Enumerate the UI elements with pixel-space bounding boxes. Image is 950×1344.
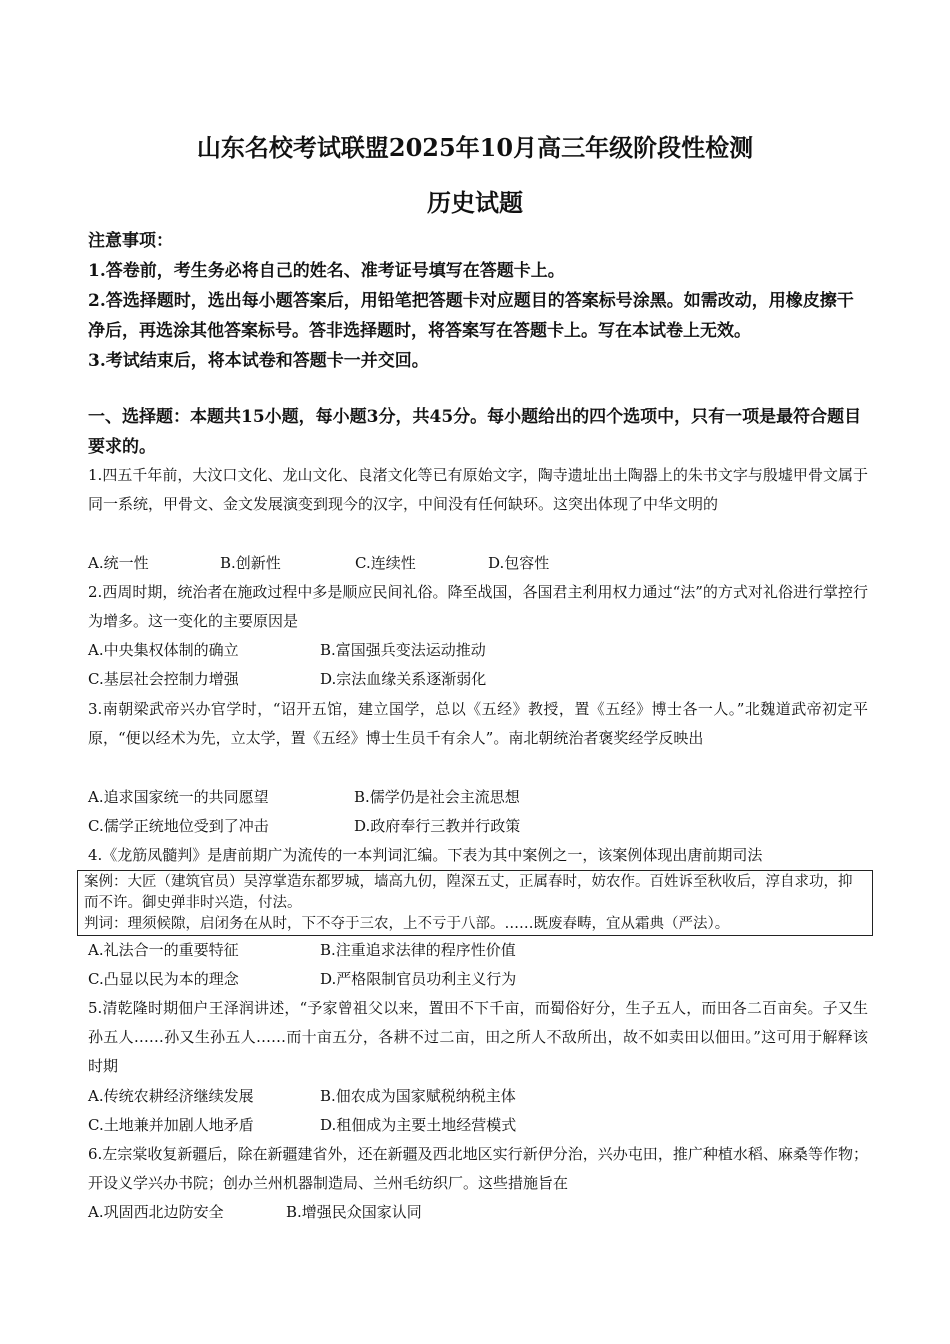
options-row xyxy=(88,812,868,841)
options-row xyxy=(88,1198,868,1227)
option: D.租佃成为主要土地经营模式 xyxy=(320,1116,517,1134)
case-text: 案例：大匠（建筑官员）吴淳掌造东都罗城，墙高九仞，隍深五丈，正属春时，妨农作。百姓诉至秋收后，淳自求功，抑而不许。御史弹非时兴造，付法。 xyxy=(84,874,853,911)
option: A.传统农耕经济继续发展 xyxy=(88,1087,254,1105)
option: B.增强民众国家认同 xyxy=(286,1203,422,1221)
options-row xyxy=(88,1082,868,1111)
question-stem: 6.左宗棠收复新疆后，除在新疆建省外，还在新疆及西北地区实行新伊分治，兴办屯田，推广种植水稻、麻桑等作物；开设义学兴办书院；创办兰州机器制造局、兰州毛纺织厂。这些措施旨在 xyxy=(88,1145,868,1192)
option: D.宗法血缘关系逐渐弱化 xyxy=(320,670,487,688)
section-heading: 一、选择题：本题共15小题，每小题3分，共45分。每小题给出的四个选项中，只有一项是最符合题目要求的。 xyxy=(88,407,862,457)
question-6 xyxy=(88,1140,868,1198)
question-2 xyxy=(88,578,868,636)
option: A.追求国家统一的共同愿望 xyxy=(88,788,269,806)
question-stem: 4.《龙筋凤髓判》是唐前期广为流传的一本判词汇编。下表为其中案例之一，该案例体现出唐前期司法 xyxy=(88,846,763,864)
verdict-text: 判词：理须候隙，启闭务在从时，下不夺于三农，上不亏于八部。……既废春畴，宜从霜典（严法）。 xyxy=(84,916,730,932)
option: D.政府奉行三教并行政策 xyxy=(354,817,521,835)
option: B.注重追求法律的程序性价值 xyxy=(320,941,516,959)
option: D.严格限制官员功利主义行为 xyxy=(320,970,517,988)
option: B.富国强兵变法运动推动 xyxy=(320,641,486,659)
question-stem: 3.南朝梁武帝兴办官学时，“诏开五馆，建立国学，总以《五经》教授，置《五经》博士各一人。”北魏道武帝初定平原，“便以经术为先，立太学，置《五经》博士生员千有余人”。南北朝统治者褒奖经学反映出 xyxy=(88,700,868,747)
option: B.创新性 xyxy=(220,554,281,572)
option: C.儒学正统地位受到了冲击 xyxy=(88,817,269,835)
option: A.统一性 xyxy=(88,554,149,572)
option: B.佃农成为国家赋税纳税主体 xyxy=(320,1087,516,1105)
option: C.凸显以民为本的理念 xyxy=(88,970,239,988)
question-stem: 1.四五千年前，大汶口文化、龙山文化、良渚文化等已有原始文字，陶寺遗址出土陶器上的朱书文字与殷墟甲骨文属于同一系统，甲骨文、金文发展演变到现今的汉字，中间没有任何缺环。这突出体现了中华文明的 xyxy=(88,466,868,513)
options-row xyxy=(88,665,868,694)
option: A.礼法合一的重要特征 xyxy=(88,941,239,959)
option: D.包容性 xyxy=(488,554,550,572)
question-5 xyxy=(88,994,868,1081)
option: B.儒学仍是社会主流思想 xyxy=(354,788,520,806)
notes-item: 3.考试结束后，将本试卷和答题卡一并交回。 xyxy=(88,351,429,371)
exam-title: 山东名校考试联盟2025年10月高三年级阶段性检测 xyxy=(196,133,754,162)
option: C.土地兼并加剧人地矛盾 xyxy=(88,1116,254,1134)
option: A.中央集权体制的确立 xyxy=(88,641,239,659)
options-row xyxy=(88,783,868,812)
option: A.巩固西北边防安全 xyxy=(88,1203,224,1221)
options-row xyxy=(88,549,868,578)
notes-heading: 注意事项： xyxy=(88,231,173,251)
options-row xyxy=(88,965,868,994)
case-table xyxy=(77,870,873,936)
options-row xyxy=(88,636,868,665)
exam-subject: 历史试题 xyxy=(427,188,523,217)
question-stem: 2.西周时期，统治者在施政过程中多是顺应民间礼俗。降至战国，各国君主利用权力通过“法”的方式对礼俗进行掌控行为增多。这一变化的主要原因是 xyxy=(88,583,868,630)
question-4 xyxy=(88,841,868,870)
notes-item: 2.答选择题时，选出每小题答案后，用铅笔把答题卡对应题目的答案标号涂黑。如需改动，用橡皮擦干净后，再选涂其他答案标号。答非选择题时，将答案写在答题卡上。写在本试卷上无效。 xyxy=(88,291,854,341)
notes-block xyxy=(88,226,868,376)
question-stem: 5.清乾隆时期佃户王泽润讲述，“予家曾祖父以来，置田不下千亩，而蜀俗好分，生子五人，而田各二百亩矣。子又生孙五人……孙又生孙五人……而十亩五分，各耕不过二亩，田之所人不敌所出，故不如卖田以佃田。”这可用于解释该时期 xyxy=(88,999,868,1075)
option: C.连续性 xyxy=(355,554,416,572)
notes-item: 1.答卷前，考生务必将自己的姓名、准考证号填写在答题卡上。 xyxy=(88,261,565,281)
options-row xyxy=(88,936,868,965)
question-1 xyxy=(88,461,868,519)
question-3 xyxy=(88,695,868,753)
option: C.基层社会控制力增强 xyxy=(88,670,239,688)
options-row xyxy=(88,1111,868,1140)
